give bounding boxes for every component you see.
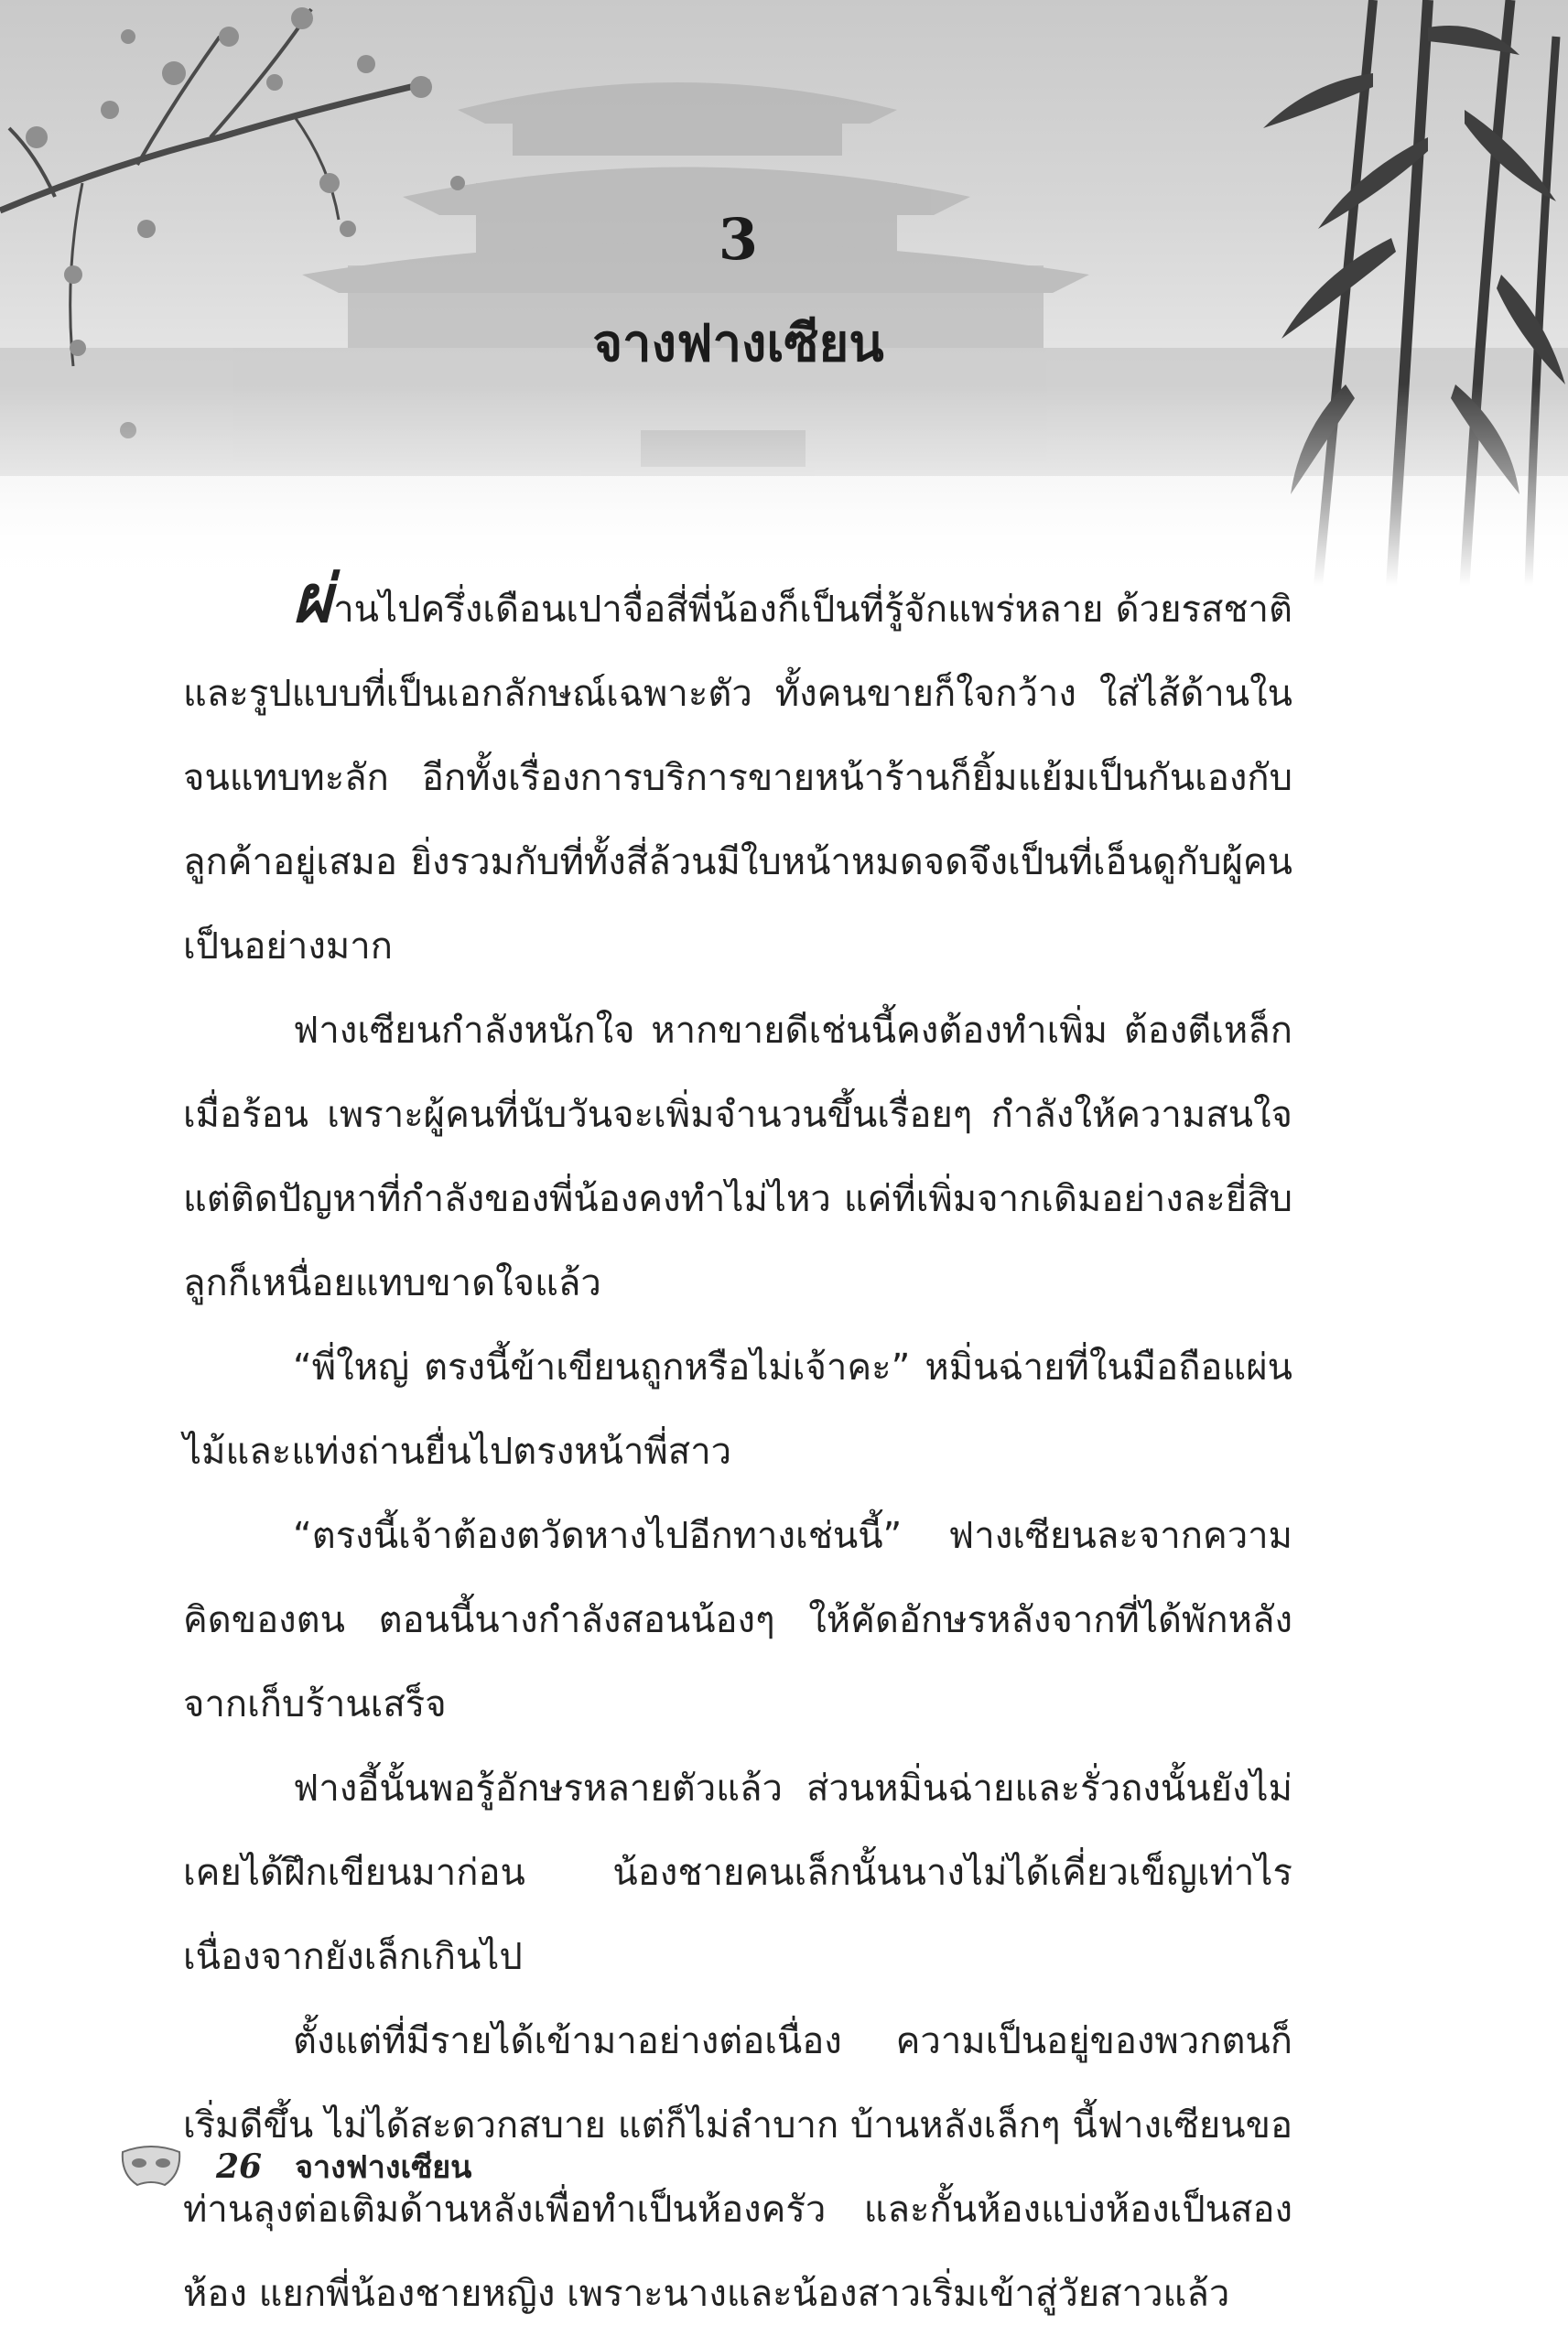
page-footer [119,2135,471,2199]
paragraph-2: ฟางเซียนกำลังหนักใจ หากขายดีเช่นนี้คงต้องทำเพิ่ม ต้องตีเหล็กเมื่อร้อน เพราะผู้คนที่นับวันจะเพิ่มจำนวนขึ้นเรื่อยๆ กำลังให้ความสนใจ แต่ติดปัญหาที่กำลังของพี่น้องคงทำไม่ไหว แค่ที่เพิ่มจากเดิมอย่างละยี่สิบลูกก็เหนื่อยแทบขาดใจแล้ว [183,1010,1292,1304]
mask-icon [119,2143,183,2190]
drop-initial: ผ่ [293,560,332,637]
paragraph-6: ตั้งแต่ที่มีรายได้เข้ามาอย่างต่อเนื่อง ความเป็นอยู่ของพวกตนก็เริ่มดีขึ้น ไม่ได้สะดวกสบาย แต่ก็ไม่ลำบาก บ้านหลังเล็กๆ นี้ฟางเซียนขอท่านลุงต่อเติมด้านหลังเพื่อทำเป็นห้องครัว และกั้นห้องแบ่งห้องเป็นสองห้อง แยกพี่น้องชายหญิง เพราะนางและน้องสาวเริ่มเข้าสู่วัยสาวแล้ว [183,2020,1292,2315]
paragraph-4: “ตรงนี้เจ้าต้องตวัดหางไปอีกทางเช่นนี้” ฟางเซียนละจากความคิดของตน ตอนนี้นางกำลังสอนน้องๆ ให้คัดอักษรหลังจากที่ได้พักหลังจากเก็บร้านเสร็จ [183,1515,1292,1725]
paragraph-5: ฟางอี้นั้นพอรู้อักษรหลายตัวแล้ว ส่วนหมิ่นฉ่ายและรั่วถงนั้นยังไม่เคยได้ฝึกเขียนมาก่อน น้องชายคนเล็กนั้นนางไม่ได้เคี่ยวเข็ญเท่าไรเนื่องจากยังเล็กเกินไป [183,1768,1292,1978]
chapter-number: 3 [718,206,759,273]
header-illustration [0,0,1568,586]
paragraph-1 [183,560,1292,989]
chapter-title: จางฟางเซียน [592,314,884,373]
palace-scene [0,0,1568,586]
paragraph-3: “พี่ใหญ่ ตรงนี้ข้าเขียนถูกหรือไม่เจ้าคะ” หมิ่นฉ่ายที่ในมือถือแผ่นไม้และแท่งถ่านยื่นไปตรงหน้าพี่สาว [183,1346,1292,1473]
page-number: 26 [216,2147,263,2186]
paragraph-1-text: านไปครึ่งเดือนเปาจื่อสี่พี่น้องก็เป็นที่รู้จักแพร่หลาย ด้วยรสชาติและรูปแบบที่เป็นเอกลักษณ์เฉพาะตัว ทั้งคนขายก็ใจกว้าง ใส่ไส้ด้านในจนแทบทะลัก อีกทั้งเรื่องการบริการขายหน้าร้านก็ยิ้มแย้มเป็นกันเองกับลูกค้าอยู่เสมอ ยิ่งรวมกับที่ทั้งสี่ล้วนมีใบหน้าหมดจดจึงเป็นที่เอ็นดูกับผู้คนเป็นอย่างมาก [183,589,1292,968]
running-title: จางฟางเซียน [295,2149,472,2186]
chapter-body [183,560,1292,2336]
